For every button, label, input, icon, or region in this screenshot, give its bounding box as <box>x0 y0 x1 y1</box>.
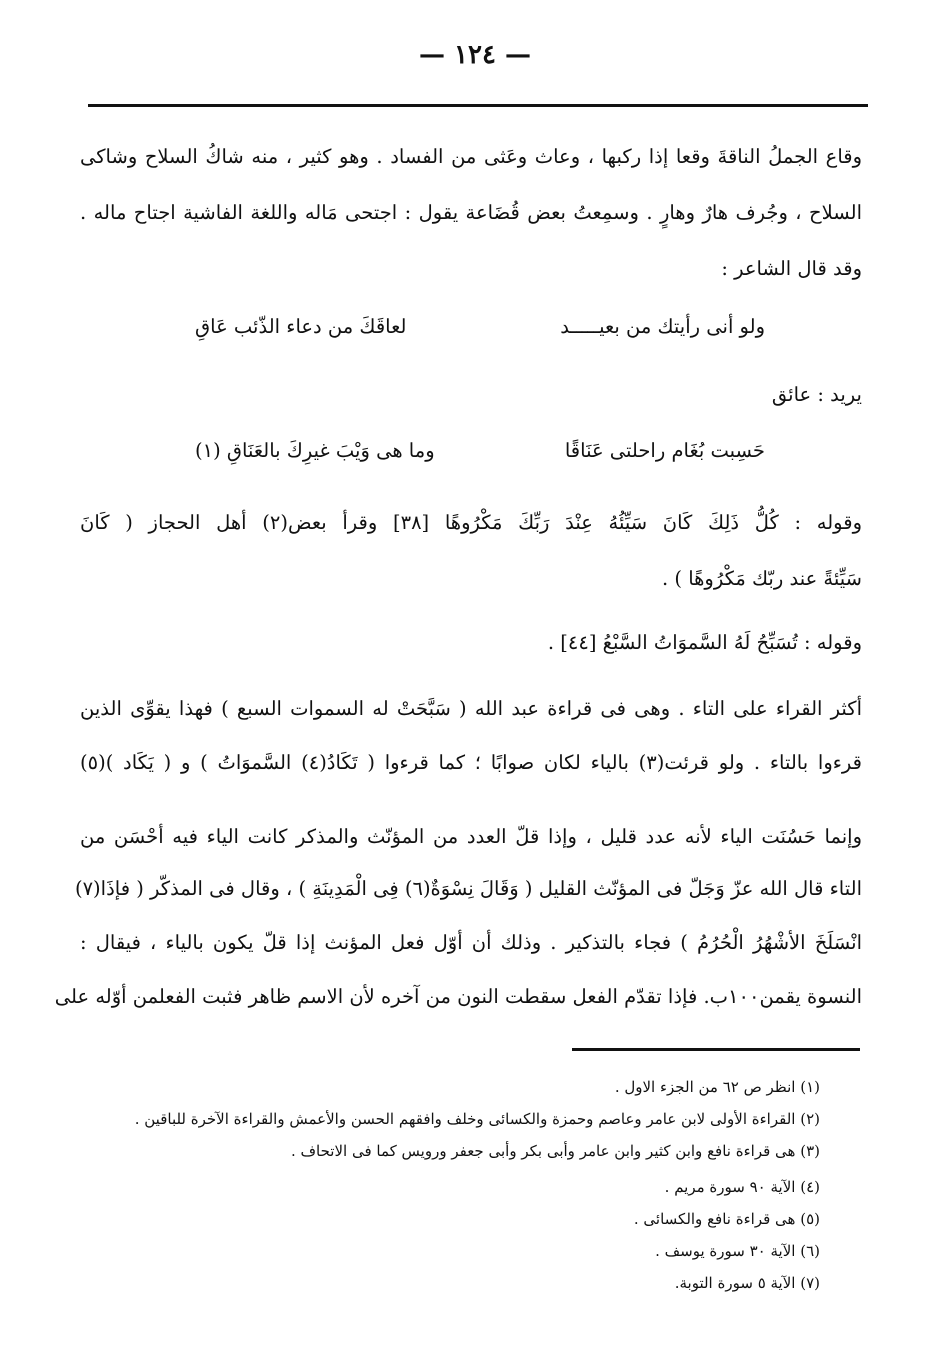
body-line: انْسَلَخَ الأشْهُرُ الْحُرُمُ ) فجاء بالتذكير . وذلك أن أوّل فعل المؤنث إذا قلّ يكون بالياء ، فيقال : <box>80 931 862 954</box>
body-line: أكثر القراء على التاء . وهى فى قراءة عبد الله ( سَبَّحَتْ له السموات السبع ) فهذا يقوِّى الذين <box>80 697 862 720</box>
footnote-rule <box>572 1048 860 1051</box>
verse-hemistich-left: وما هى وَيْبَ غيرِكَ بالعَنَاقِ (١) <box>195 439 435 462</box>
body-line: قرءوا بالتاء . ولو قرئت(٣) بالياء لكان صوابًا ؛ كما قرءوا ( تَكَادُ(٤) السَّموَاتُ ) و ( يَكَاد )(٥) <box>80 751 862 774</box>
body-line: وقوله : تُسَبِّحُ لَهُ السَّموَاتُ السَّبْعُ [٤٤] . <box>547 631 862 654</box>
body-line: التاء قال الله عزّ وَجَلّ فى المؤنّث القليل ( وَقَالَ نِسْوَةٌ(٦) فِى الْمَدِينَةِ ) ، وقال فى المذكّر ( فإذَا(٧) <box>74 877 862 900</box>
footnote: (٧) الآية ٥ سورة التوبة. <box>674 1274 820 1292</box>
verse-hemistich-right: ولو أنى رأيتك من بعيـــــد <box>560 315 765 338</box>
body-line: يريد : عائق <box>771 383 862 406</box>
body-line: النسوة يقمن١٠٠ب. فإذا تقدّم الفعل سقطت النون من آخره لأن الاسم ظاهر فثبت الفعلمن أوّله على <box>54 985 862 1008</box>
verse-line <box>195 434 765 468</box>
header-rule <box>88 104 868 107</box>
footnote: (٤) الآية ٩٠ سورة مريم . <box>664 1178 820 1196</box>
footnote: (٥) هى قراءة نافع والكسائى . <box>633 1210 820 1228</box>
page-number: — ١٢٤ — <box>418 40 532 70</box>
body-line: سَيِّئةً عند ربّك مَكْرُوهًا ) . <box>661 567 862 590</box>
footnote: (٢) القراءة الأولى لابن عامر وعاصم وحمزة والكسائى وخلف وافقهم الحسن والأعمش والقراءة الآخرة للباقين . <box>134 1110 820 1128</box>
footnote: (١) انظر ص ٦٢ من الجزء الاول . <box>614 1078 820 1096</box>
verse-hemistich-right: حَسِبت بُغَام راحلتى عَنَاقًا <box>564 439 765 462</box>
footnote: (٣) هى قراءة نافع وابن كثير وابن عامر وأبى بكر وأبى جعفر ورويس كما فى الاتحاف . <box>290 1142 820 1160</box>
body-line: وقوله : كُلُّ ذَلِكَ كَانَ سَيِّئُهُ عِنْدَ رَبِّكَ مَكْرُوهًا [٣٨] وقرأ بعض(٢) أهل الحجاز ( كَانَ <box>80 511 862 534</box>
body-line: وإنما حَسُنَت الياء لأنه عدد قليل ، وإذا قلّ العدد من المؤنّث والمذكر كانت الياء فيه أحْسَن من <box>80 825 863 848</box>
body-line: وقد قال الشاعر : <box>721 257 862 280</box>
footnote: (٦) الآية ٣٠ سورة يوسف . <box>655 1242 820 1260</box>
body-line: السلاح ، وجُرف هارٌ وهارٍ . وسمِعتُ بعض قُضَاعة يقول : اجتحى مَاله واللغة الفاشية اجتاح ماله . <box>80 201 862 224</box>
body-line: وقاع الجملُ الناقةَ وقعا إذا ركبها ، وعاث وعَثى من الفساد . وهو كثير ، منه شاكُ السلاح وشاكى <box>80 145 862 168</box>
verse-line <box>195 310 765 344</box>
verse-hemistich-left: لعاقَكَ من دعاء الذّئب عَاقِ <box>195 315 407 338</box>
